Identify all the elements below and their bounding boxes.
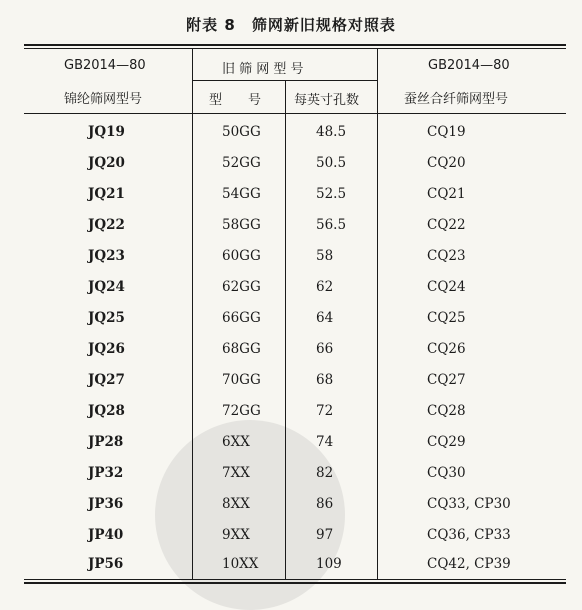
cell-old-model: 9XX [222,527,250,543]
header-col3: 每英寸孔数 [294,93,360,108]
cell-old-model: 50GG [222,124,261,140]
cell-mesh-count: 58 [316,248,334,264]
table-bottom-rule-thin [24,579,566,580]
table-row [0,372,582,402]
cell-nylon-model: JQ24 [88,279,125,295]
table-title: 附表 8 筛网新旧规格对照表 [186,16,396,34]
cell-mesh-count: 86 [316,496,334,512]
cell-old-model: 8XX [222,496,250,512]
cell-mesh-count: 56.5 [316,217,347,233]
cell-old-model: 68GG [222,341,261,357]
cell-mesh-count: 50.5 [316,155,347,171]
cell-silk-model: CQ20 [427,155,466,171]
table-row [0,527,582,557]
cell-mesh-count: 64 [316,310,334,326]
table-top-rule-thin [24,48,566,49]
table-row [0,186,582,216]
cell-mesh-count: 48.5 [316,124,347,140]
cell-nylon-model: JP40 [88,527,124,543]
cell-old-model: 66GG [222,310,261,326]
cell-nylon-model: JQ19 [88,124,125,140]
cell-mesh-count: 52.5 [316,186,347,202]
header-col4-line2: 蚕丝合纤筛网型号 [404,92,509,107]
cell-silk-model: CQ21 [427,186,466,202]
cell-nylon-model: JQ21 [88,186,125,202]
cell-nylon-model: JQ26 [88,341,125,357]
cell-silk-model: CQ22 [427,217,466,233]
header-col1-line1: GB2014—80 [64,58,146,73]
cell-mesh-count: 74 [316,434,334,450]
table-row [0,279,582,309]
table-top-rule [24,44,566,46]
cell-old-model: 6XX [222,434,250,450]
table-row [0,124,582,154]
table-row [0,496,582,526]
cell-silk-model: CQ30 [427,465,466,481]
table-row [0,341,582,371]
table-row [0,155,582,185]
cell-old-model: 7XX [222,465,250,481]
cell-silk-model: CQ25 [427,310,466,326]
cell-mesh-count: 72 [316,403,334,419]
cell-silk-model: CQ33, CP30 [427,496,511,512]
cell-nylon-model: JP56 [88,556,124,572]
cell-old-model: 62GG [222,279,261,295]
table-row [0,310,582,340]
cell-silk-model: CQ27 [427,372,466,388]
cell-nylon-model: JP32 [88,465,124,481]
cell-mesh-count: 62 [316,279,334,295]
cell-silk-model: CQ29 [427,434,466,450]
header-col2: 型 号 [209,93,262,108]
cell-silk-model: CQ28 [427,403,466,419]
cell-nylon-model: JQ22 [88,217,125,233]
cell-nylon-model: JQ28 [88,403,125,419]
table-row [0,465,582,495]
header-group-label: 旧 筛 网 型 号 [222,62,304,77]
cell-old-model: 70GG [222,372,261,388]
cell-mesh-count: 66 [316,341,334,357]
table-row [0,403,582,433]
cell-nylon-model: JQ23 [88,248,125,264]
cell-silk-model: CQ42, CP39 [427,556,511,572]
table-row [0,248,582,278]
cell-old-model: 52GG [222,155,261,171]
cell-mesh-count: 82 [316,465,334,481]
header-group-underline [192,80,378,81]
cell-silk-model: CQ26 [427,341,466,357]
cell-mesh-count: 68 [316,372,334,388]
cell-mesh-count: 109 [316,556,342,572]
cell-mesh-count: 97 [316,527,334,543]
cell-silk-model: CQ36, CP33 [427,527,511,543]
cell-silk-model: CQ19 [427,124,466,140]
cell-old-model: 54GG [222,186,261,202]
header-col1-line2: 锦纶筛网型号 [64,92,143,107]
cell-silk-model: CQ24 [427,279,466,295]
header-bottom-rule [24,113,566,114]
cell-nylon-model: JP36 [88,496,124,512]
cell-old-model: 10XX [222,556,259,572]
table-row [0,434,582,464]
table-bottom-rule [24,582,566,584]
header-col4-line1: GB2014—80 [428,58,510,73]
table-row [0,217,582,247]
cell-nylon-model: JQ25 [88,310,125,326]
cell-old-model: 72GG [222,403,261,419]
cell-old-model: 60GG [222,248,261,264]
header-divider-2 [285,81,286,113]
cell-nylon-model: JQ27 [88,372,125,388]
cell-silk-model: CQ23 [427,248,466,264]
cell-nylon-model: JP28 [88,434,124,450]
cell-old-model: 58GG [222,217,261,233]
cell-nylon-model: JQ20 [88,155,125,171]
